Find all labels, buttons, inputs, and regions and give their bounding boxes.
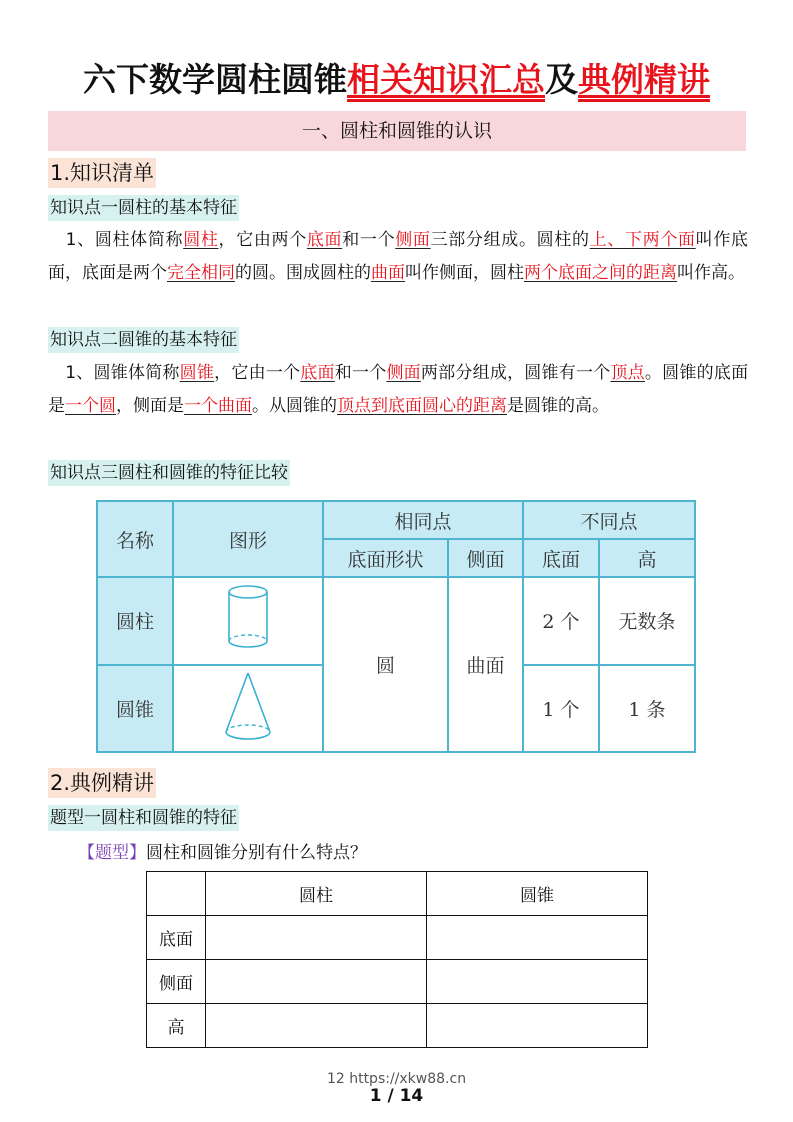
cylinder-base-count: 2 个: [523, 577, 599, 664]
question-text: 圆柱和圆锥分别有什么特点？: [146, 843, 367, 863]
cone-height-count: 1 条: [599, 665, 695, 752]
point2-paragraph: [48, 357, 748, 423]
point1-heading: 知识点一圆柱的基本特征: [48, 195, 239, 221]
text-segment: 叫作底面，底面是两个: [48, 230, 749, 283]
text-segment: 两部分组成，圆锥有一个: [420, 363, 611, 383]
exercise-row-side: 侧面: [147, 960, 206, 1004]
header-name: 名称: [97, 501, 173, 577]
text-segment: 和一个: [342, 230, 396, 250]
section-heading: 一、圆柱和圆锥的认识: [48, 111, 746, 151]
key-term: 圆锥: [179, 363, 215, 383]
shared-base-shape: 圆: [323, 577, 448, 752]
key-term: 顶点到底面圆心的距离: [337, 396, 507, 416]
exercise-table: [146, 871, 648, 1048]
header-shape: 图形: [173, 501, 323, 577]
text-segment: 叫作侧面，圆柱: [405, 263, 524, 283]
text-segment: 1、圆锥体简称: [48, 363, 180, 383]
comparison-table: [96, 500, 696, 753]
key-term: 一个曲面: [184, 396, 252, 416]
row-name-cone: 圆锥: [97, 665, 173, 752]
answer-cell[interactable]: [206, 960, 427, 1004]
text-segment: ，它由一个: [214, 363, 301, 383]
key-term: 底面: [306, 230, 343, 250]
key-term: 侧面: [386, 363, 421, 383]
text-segment: 1、圆柱体简称: [48, 230, 184, 250]
point1-paragraph: [48, 224, 748, 290]
page-number: 1 / 14: [369, 1086, 424, 1106]
point2-heading: 知识点二圆锥的基本特征: [48, 327, 239, 353]
title-part-4: 典例精讲: [578, 60, 710, 99]
cylinder-icon: [173, 577, 323, 664]
key-term: 完全相同: [167, 263, 235, 283]
cone-base-count: 1 个: [523, 665, 599, 752]
answer-cell[interactable]: [427, 916, 648, 960]
title-part-3: 及: [545, 60, 578, 99]
text-segment: ，侧面是: [116, 396, 184, 416]
watermark: 12 https://xkw88.cn: [326, 1071, 467, 1087]
shared-side: 曲面: [448, 577, 523, 752]
answer-cell[interactable]: [427, 1004, 648, 1048]
text-segment: 的圆。围成圆柱的: [235, 263, 371, 283]
exercise-corner: [147, 872, 206, 916]
answer-cell[interactable]: [206, 1004, 427, 1048]
header-diff: 不同点: [523, 501, 695, 539]
key-term: 曲面: [371, 263, 405, 283]
row-name-cylinder: 圆柱: [97, 577, 173, 664]
exercise-row-height: 高: [147, 1004, 206, 1048]
header-base: 底面: [523, 539, 599, 577]
key-term: 侧面: [395, 230, 431, 250]
cone-icon: [173, 665, 323, 752]
title-part-1: 六下数学圆柱圆锥: [83, 60, 347, 99]
exercise-row-base: 底面: [147, 916, 206, 960]
header-same: 相同点: [323, 501, 523, 539]
header-side: 侧面: [448, 539, 523, 577]
text-segment: 是圆锥的高。: [507, 396, 609, 416]
point3-heading: 知识点三圆柱和圆锥的特征比较: [48, 460, 290, 486]
key-term: 圆柱: [183, 230, 219, 250]
examples-heading: 2.典例精讲: [48, 768, 156, 798]
key-term: 两个底面之间的距离: [524, 263, 677, 283]
text-segment: 叫作高。: [677, 263, 745, 283]
knowledge-heading: 1.知识清单: [48, 158, 156, 188]
exercise-col-cylinder: 圆柱: [206, 872, 427, 916]
page-title: [0, 58, 793, 102]
question: [78, 840, 367, 866]
exercise-col-cone: 圆锥: [427, 872, 648, 916]
text-segment: 。圆锥的底面是: [48, 363, 749, 416]
key-term: 顶点: [610, 363, 645, 383]
text-segment: ，它由两个: [218, 230, 307, 250]
title-part-2: 相关知识汇总: [347, 60, 545, 99]
question-tag: 【题型】: [78, 843, 146, 863]
key-term: 底面: [300, 363, 335, 383]
type1-heading: 题型一圆柱和圆锥的特征: [48, 805, 239, 831]
text-segment: 和一个: [334, 363, 387, 383]
text-segment: 。从圆锥的: [252, 396, 337, 416]
cylinder-height-count: 无数条: [599, 577, 695, 664]
text-segment: 三部分组成。圆柱的: [430, 230, 590, 250]
header-height: 高: [599, 539, 695, 577]
answer-cell[interactable]: [427, 960, 648, 1004]
key-term: 一个圆: [65, 396, 116, 416]
header-base-shape: 底面形状: [323, 539, 448, 577]
key-term: 上、下两个面: [589, 230, 696, 250]
answer-cell[interactable]: [206, 916, 427, 960]
